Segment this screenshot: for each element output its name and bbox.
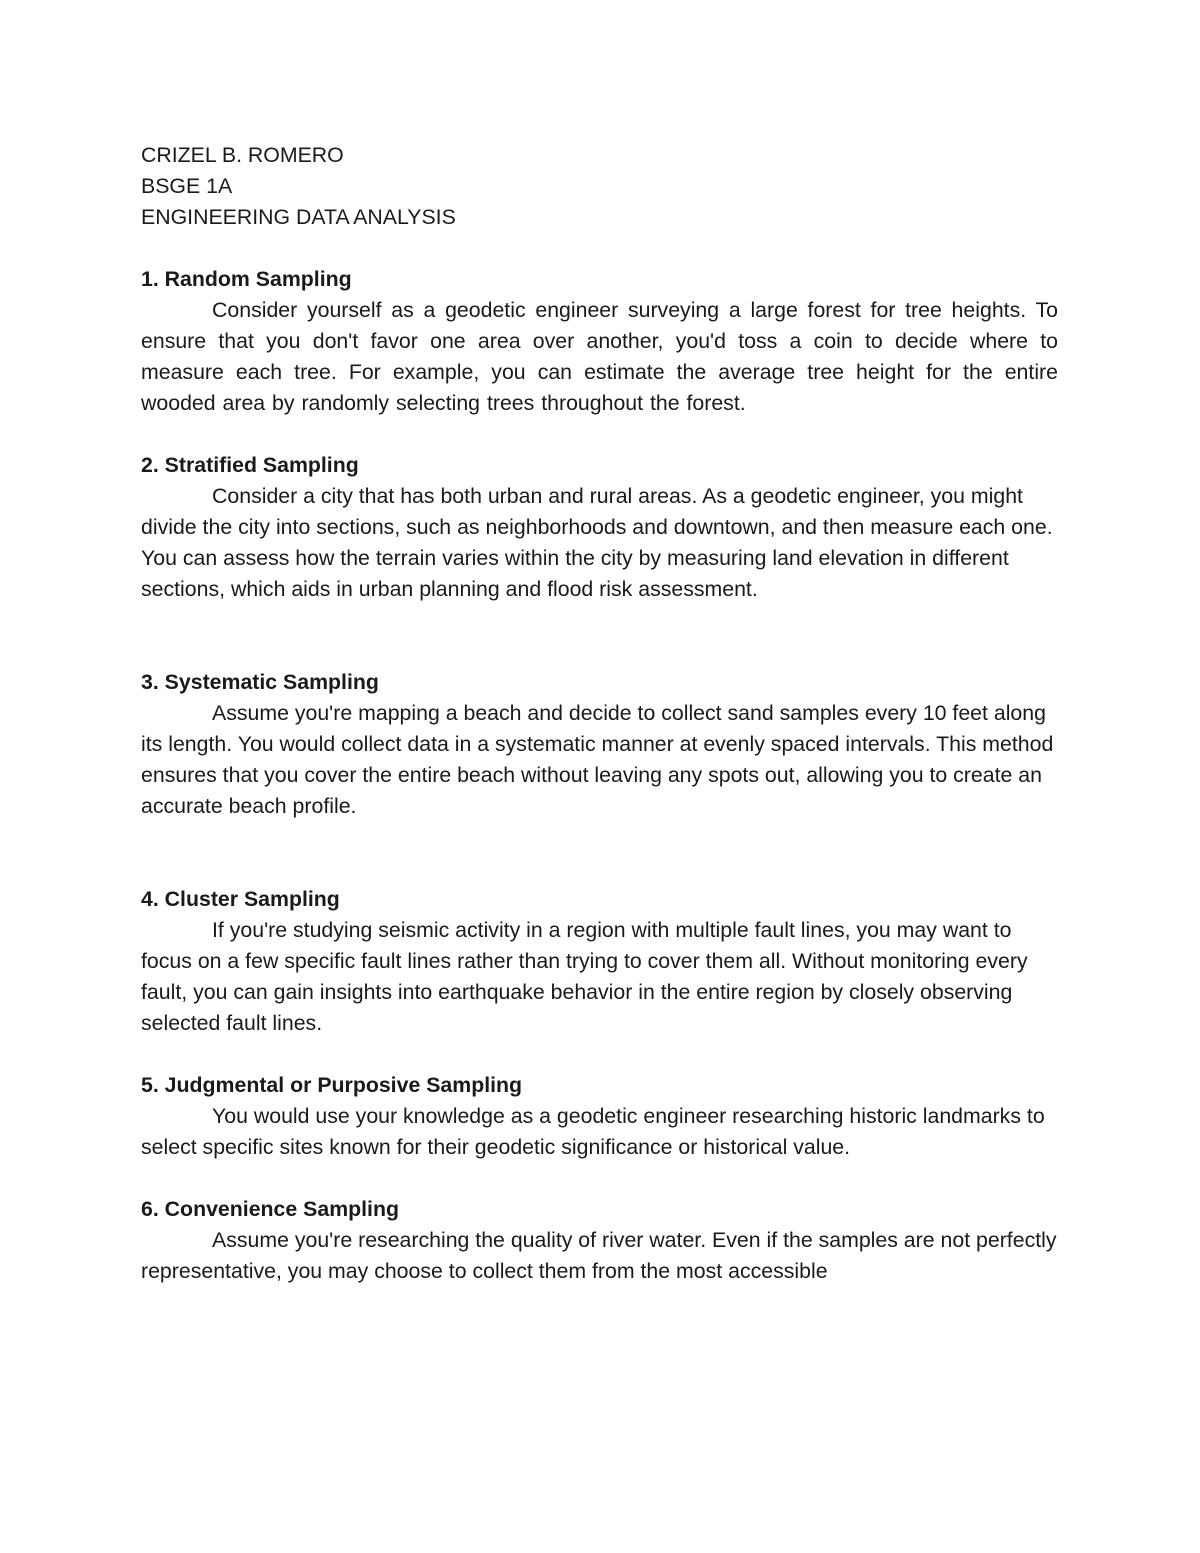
document-page (141, 140, 1058, 1287)
section-title: 5. Judgmental or Purposive Sampling (141, 1073, 523, 1097)
course-code: BSGE 1A (141, 174, 233, 198)
section-systematic-sampling (141, 667, 1058, 822)
section-body: Consider yourself as a geodetic engineer surveying a large forest for tree heights. To ensure that you don't favor one area over another, you'd toss a coin to decide where to measure each tree. For example, you can estimate the average tree height for the entire wooded area by randomly selecting trees throughout the forest. (141, 298, 1058, 415)
section-judgmental-sampling (141, 1070, 1058, 1163)
section-title: 1. Random Sampling (141, 267, 352, 291)
section-stratified-sampling (141, 450, 1058, 605)
section-title: 2. Stratified Sampling (141, 453, 359, 477)
section-body: If you're studying seismic activity in a region with multiple fault lines, you may want to focus on a few specific fault lines rather than trying to cover them all. Without monitoring every fault, you can gain insights into earthquake behavior in the entire region by closely observing selected fault lines. (141, 918, 1028, 1035)
section-body: Assume you're mapping a beach and decide to collect sand samples every 10 feet along its length. You would collect data in a systematic manner at evenly spaced intervals. This method ensures that you cover the entire beach without leaving any spots out, allowing you to create an accurate beach profile. (141, 701, 1054, 818)
section-cluster-sampling (141, 884, 1058, 1039)
section-title: 3. Systematic Sampling (141, 670, 379, 694)
subject-title: ENGINEERING DATA ANALYSIS (141, 205, 456, 229)
section-body: Assume you're researching the quality of river water. Even if the samples are not perfectly representative, you may choose to collect them from the most accessible (141, 1228, 1057, 1283)
section-title: 6. Convenience Sampling (141, 1197, 399, 1221)
section-body: Consider a city that has both urban and rural areas. As a geodetic engineer, you might divide the city into sections, such as neighborhoods and downtown, and then measure each one. You can assess how the terrain varies within the city by measuring land elevation in different sections, which aids in urban planning and flood risk assessment. (141, 484, 1053, 601)
document-header (141, 140, 1058, 233)
section-convenience-sampling (141, 1194, 1058, 1287)
student-name: CRIZEL B. ROMERO (141, 143, 344, 167)
section-body: You would use your knowledge as a geodetic engineer researching historic landmarks to select specific sites known for their geodetic significance or historical value. (141, 1104, 1045, 1159)
section-title: 4. Cluster Sampling (141, 887, 340, 911)
section-random-sampling (141, 264, 1058, 419)
